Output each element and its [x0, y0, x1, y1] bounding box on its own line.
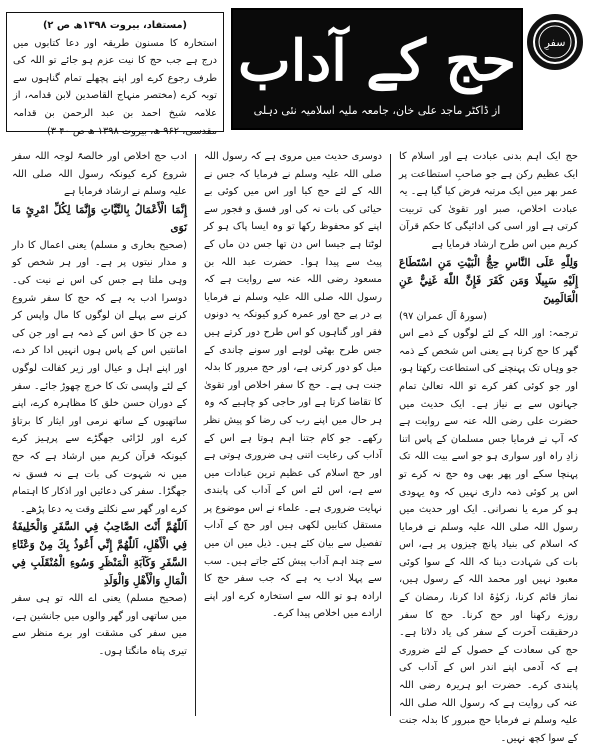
sidebar-text: استخارہ کا مسنون طریقہ اور دعا کتابوں میں درج ہے جب حج کا نیت عزم ہو جائے تو اللہ کی طرف رجوع کرے اور اپنے پچھلے تمام گناہوں سے توبہ کرے (مختصر منہاج القاصدین لابن قدامہ، از علامہ شیخ احمد بن عبد الرحمن بن قدامہ مقدسی، ۹۶۲ ھ، بیروت ۱۳۹۸ ھ ص ۴۰ ۳) [13, 37, 217, 137]
column-left [6, 144, 193, 728]
sidebar-citation: (مستفاد، بیروت ۱۳۹۸ھ ص ۲) [42, 20, 188, 31]
document-page [6, 4, 584, 744]
travel-dua: اَللّٰهُمَّ أَنْتَ الصَّاحِبُ فِي السَّفَرِ وَالْخَلِيفَةُ فِي الْأَهْلِ، اَللّٰهُمَّ إِنِّي أَعُوذُ بِكَ مِنْ وَعْثَاءِ السَّفَرِ وَكَآبَةِ الْمَنْظَرِ وَسُوءِ الْمُنْقَلَبِ فِي الْمَالِ وَالْأَهْلِ وَالْوَلَدِ [12, 521, 187, 588]
sidebar-box [6, 12, 224, 137]
seal-text: سفرِ [544, 36, 566, 49]
seal-icon [531, 18, 579, 66]
right-body: ترجمہ: اور اللہ کے لئے لوگوں کے ذمے اس گھر کا حج کرنا ہے یعنی اس شخص کے ذمہ جو وہاں تک پہنچنے کی استطاعت رکھتا ہو، اور جو کوئی کفر کرے تو اللہ تعالیٰ تمام جہانوں سے بے نیاز ہے۔ ایک حدیث میں حضرت علی رضی اللہ عنہ سے روایت ہے کہ آپ نے فرمایا جس مسلمان کے پاس اتنا زادِ راہ اور سواری ہو جو اسے بیت اللہ تک پہنچا سکے اور پھر بھی وہ حج نہ کرے تو اس پر کوئی ذمہ داری نہیں کہ وہ یہودی ہو کر مرے یا نصرانی۔ ایک اور حدیث میں رسول اللہ صلی اللہ علیہ وسلم نے فرمایا کہ اسلام کی بنیاد پانچ چیزوں پر ہے، اس بات کی شہادت دینا کہ اللہ کے سوا کوئی معبود نہیں اور محمد اللہ کے رسول ہیں، نماز قائم کرنا، زکوٰۃ ادا کرنا، رمضان کے روزے رکھنا اور حج کرنا۔ حج کا سفر درحقیقت آخرت کے سفر کی یاد دلاتا ہے۔ حج کی سعادت کے حصول کے لئے ضروری ہے کہ آدمی اپنے اندر اس کے آداب کی پابندی کرے۔ حضرت ابو ہریرہ رضی اللہ عنہ کی روایت ہے کہ رسول اللہ صلی اللہ علیہ وسلم نے فرمایا حج مبرور کا بدلہ جنت کے سوا کچھ نہیں۔ [399, 328, 578, 744]
article-byline: از ڈاکٹر ماجد علی خان، جامعہ ملیہ اسلامیہ نئی دہلی [253, 104, 501, 117]
hadith-text: إِنَّمَا الْأَعْمَالُ بِالنِّيَّاتِ وَإِنَّمَا لِكُلِّ امْرِئٍ مَا نَوَى [12, 203, 187, 234]
verse-reference: (سورۂ آل عمران ۹۷) [399, 310, 487, 322]
left-intro: ادب حج اخلاص اور خالصۃً لوجہ اللہ سفر شروع کرے کیونکہ رسول اللہ صلی اللہ علیہ وسلم نے ارشاد فرمایا ہے [12, 151, 187, 198]
quran-verse: وَلِلّٰهِ عَلَى النَّاسِ حِجُّ الْبَيْتِ مَنِ اسْتَطَاعَ إِلَيْهِ سَبِيلًا وَمَن كَفَرَ فَإِنَّ اللّٰهَ غَنِيٌّ عَنِ الْعَالَمِينَ [399, 256, 578, 305]
middle-body: دوسری حدیث میں مروی ہے کہ رسول اللہ صلی اللہ علیہ وسلم نے فرمایا کہ جس نے اللہ کے لئے حج کیا اور اس میں کوئی بے حیائی کی بات نہ کی اور فسق و فجور سے اپنے کو محفوظ رکھا تو وہ ایسا پاک ہو کر لوٹتا ہے جیسا اس دن تھا جس دن ماں کے پیٹ سے پیدا ہوا۔ حضرت عبد اللہ بن مسعود رضی اللہ عنہ سے روایت ہے کہ رسول اللہ صلی اللہ علیہ وسلم نے فرمایا پے در پے حج اور عمرہ کرو کیونکہ یہ دونوں فقر اور گناہوں کو اس طرح دور کرتے ہیں جس طرح بھٹی لوہے اور سونے چاندی کے میل کو دور کرتی ہے، اور حج مبرور کا بدلہ جنت ہی ہے۔ حج کا سفر اخلاص اور تقویٰ کا تقاضا کرتا ہے اور حاجی کو چاہیے کہ وہ ہر حال میں اپنے رب کی رضا کو پیش نظر رکھے۔ جو کام جتنا اہم ہوتا ہے اس کے آداب کی رعایت اتنی ہی ضروری ہوتی ہے اور حج اسلام کی عظیم ترین عبادات میں سے ہے، اس لئے اس کے آداب کی پابندی نہایت ضروری ہے۔ علماء نے اس موضوع پر مستقل کتابیں لکھی ہیں اور حج کے آداب تفصیل سے بیان کئے ہیں۔ ذیل میں ان میں سے چند اہم آداب پیش کئے جاتے ہیں۔ سب سے پہلا ادب یہ ہے کہ جب سفر حج کا ارادہ ہو تو اللہ سے استخارہ کرے اور اپنے ارادے میں اخلاص پیدا کرے۔ [204, 151, 382, 620]
column-middle [198, 144, 388, 728]
right-intro: حج ایک اہم بدنی عبادت ہے اور اسلام کا ایک عظیم رکن ہے جو صاحبِ استطاعت پر عمر بھر میں ایک مرتبہ فرض کیا گیا ہے۔ یہ عبادت اخلاص، صبر اور تقویٰ کی تربیت کرتی ہے اور اسی کی ادائیگی کا حکم قرآن کریم میں اس طرح ارشاد فرمایا ہے [399, 151, 578, 250]
column-divider-right [390, 154, 391, 716]
article-title: حج کے آداب [237, 28, 516, 94]
column-divider-left [195, 154, 196, 716]
left-body: (صحیح بخاری و مسلم) یعنی اعمال کا دار و مدار نیتوں پر ہے۔ اور ہر شخص کو وہی ملتا ہے جس کی اس نے نیت کی۔ دوسرا ادب یہ ہے کہ حج کا سفر شروع کرنے سے پہلے ان لوگوں کا مال واپس کر دے جن کا حق اس کے ذمہ ہے اور جن کی امانتیں اس کے پاس ہوں انہیں ادا کر دے، اور اپنے اہل و عیال اور زیر کفالت لوگوں کے لئے واپسی تک کا خرچ چھوڑ جائے۔ سفر کے دوران حسن خلق کا مظاہرہ کرے، اپنے ساتھیوں کے ساتھ نرمی اور ایثار کا برتاؤ کرے اور لڑائی جھگڑے سے پرہیز کرے کیونکہ قرآن کریم میں ارشاد ہے کہ حج میں نہ شہوت کی بات ہے نہ فسق نہ جھگڑا۔ سفر کی دعائیں اور اذکار کا اہتمام کرے اور گھر سے نکلتے وقت یہ دعا پڑھے۔ [12, 239, 187, 515]
left-tail: (صحیح مسلم) یعنی اے اللہ تو ہی سفر میں ساتھی اور گھر والوں میں جانشین ہے، میں سفر کی مشقت اور برے منظر سے تیری پناہ مانگتا ہوں۔ [12, 593, 187, 658]
title-plate [231, 8, 523, 130]
seal-logo [527, 14, 583, 70]
column-right [393, 144, 584, 744]
